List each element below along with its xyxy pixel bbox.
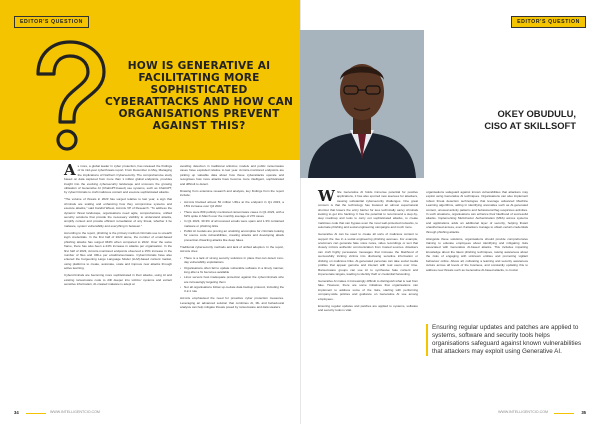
article-column-2 (180, 164, 284, 312)
footer-url[interactable]: WWW.INTELLIGENTCIO.COM (498, 410, 548, 414)
findings-list (180, 200, 284, 242)
dropcap: A (64, 161, 76, 179)
footer-accent-bar (554, 413, 574, 414)
list-item: • Public AI models are proving an unwitting accomplice for criminals looking for source code vulnerabilities, creating attacks and developing attack prevention-thwarting attacks like deep fakes (180, 229, 284, 242)
paragraph: organisations safeguard against known vulnerabilities that attackers may exploit using Generative AI techniques. Organisations can also implement robust threat detection technologies that leverage advanced Machine Learning algorithms, aiding in identifying anomalies such as AI-generated content, unusual activity patterns and behavioural flag suspicious activities. In such situations, organisations can enhance their likelihood of successful attacks. Implementing Multi-Factor Authentication (MFA) across systems and applications adds an additional layer of security, helping thwart unauthorised access, even if attackers manage to obtain certain credentials through phishing attacks. (426, 190, 528, 234)
footer-accent-bar (26, 413, 46, 414)
dropcap: W (318, 187, 335, 205)
paragraph: Generative AI makes it increasingly difficult to distinguish what is real from fake. However, there are some initiatives that organisations can implement to address some of the risks, starting with performing company-wide policies and guidance on Generative AI use among employees. (318, 278, 418, 301)
list-item: • In Q1 2023, 30.3% of all received emails were spam and 1.3% contained malware or phishing links (180, 219, 284, 228)
person-name: OKEY OBUDULU, (497, 108, 576, 119)
intro-paragraph (64, 161, 172, 195)
list-item: • Linux servers host inadequate protection against the cybercriminals who are increasingly targeting them (180, 275, 284, 284)
intro-text: hile Generative AI holds immense potential for positive applications, it has also spurred new avenues for attackers, causing substantial cybersecurity challenges. One great concern is that the technology has fostered an almost supernatural shortcut that lowers the entry barrier for less technically savvy criminals looking to get into hacking. It has the potential to recommend a step-by-step roadmap and tools to carry out sophisticated attacks, to create malicious code that can bypass even the most well-protected networks, to automate phishing and social engineering campaigns and much more. (318, 190, 418, 230)
section-tag: EDITOR'S QUESTION (14, 16, 89, 28)
portrait-figure (300, 30, 424, 178)
page-number: 35 (581, 410, 586, 415)
left-footer (14, 410, 286, 417)
paragraph: Acronis emphasised the need for proactive cyber protection measures. Leveraging an advanced solution that combines AI, ML and behavioural analysis can help mitigate threats posed by ransomware and data stealers. (180, 296, 284, 310)
paragraph: Drawing from extensive research and analysis, key findings from the report include: (180, 188, 284, 198)
article-column-3 (318, 187, 418, 315)
person-role: CISO AT SKILLSOFT (484, 120, 576, 131)
list-item: • There is a lack of strong security solutions in place that can detect zero-day vulnerability exploitations (180, 256, 284, 265)
paragraph: Traditional cybersecurity methods and lack of unified adoption. In the report, Acronis cites: (180, 244, 284, 254)
headline: HOW IS GENERATIVE AI FACILITATING MORE SOPHISTICATED CYBERATTACKS AND HOW CAN ORGANISATIONS PREVENT AGAINST THIS? (104, 60, 294, 132)
article-column-1 (64, 161, 172, 289)
paragraph: Ensuring regular updates and patches are applied to systems, software and security tools is vital. (318, 303, 418, 312)
paragraph: Alongside these solutions, organisations should provide comprehensive training to educate employees about identifying and mitigating risks associated with Generative AI-based attacks. This includes imparting knowledge about the latest phishing techniques, raising awareness about the risks of engaging with unknown entities and promoting vigilant behaviour online. Above all, cultivating a learning and security awareness culture across all levels of the business, and constantly updating this to address new threats such as Generative AI-based attacks, is crucial. (426, 236, 528, 272)
causes-list (180, 256, 284, 294)
pull-quote: Ensuring regular updates and patches are applied to systems, software and security tools helps organisations safeguard against known vulnerabilities that attackers may exploit using Generative AI. (426, 324, 586, 356)
list-item: • Organisations often fail to update vulnerable software in a timely manner, long after a fix becomes available (180, 266, 284, 275)
article-column-4 (426, 190, 528, 275)
paragraph: avoiding detection in traditional antivirus models and public ransomware cases have exploded relative to last year. Acronis-monitored endpoints are picking up valuable data about how these cyberattacks operate and recognises how more attacks have become more intelligent, sophisticated and difficult to detect. (180, 164, 284, 186)
footer-url[interactable]: WWW.INTELLIGENTCIO.COM (50, 410, 100, 414)
paragraph: "The volume of threats in 2023 has surged relative to last year, a sign that criminals are scaling and enhancing how they compromise systems and execute attacks," said Candid Wüest, Acronis VP of Research. "To address the dynamic threat landscape, organisations need agile, comprehensive, unified security solutions that provide the necessary visibility to understand attacks, simplify context and provide efficient remediation of any threat, whether it be malware, system vulnerability and everything in between." (64, 197, 172, 228)
intro-text: s more, a global leader in cyber protection, has released the findings of its mid-year cyberthreats report. From December to May, Managing the implications of Northern Cybersecurity. The comprehensive study based on data captured from more than 1 million global endpoints, provides insight into the evolving cybersecurity landscape and uncovers the growing utilisation of Generative AI (ChatGPT-based) use systems, such as ChatGPT, by cybercriminals to craft malicious content and execute sophisticated attacks. (64, 164, 172, 195)
intro-paragraph (318, 187, 418, 230)
paragraph: Cybercriminals are becoming more sophisticated in their attacks, using AI and existing ransomware code to drill deeper into victims' systems and extract sensitive information. AI-created malware is adept at (64, 273, 172, 286)
paragraph: Generative AI can be used to create all sorts of malicious content to support the rise in a social engineering phishing avenues. For example, scammers can generate fake voice notes, video recordings or text that closely mimics authentic communication from trusted sources. Attackers can craft highly persuasive messages that increase the likelihood of successfully tricking victims into disclosing sensitive information or clicking on malicious links. AI-generated personas can take social media profiles that appear genuine and interact with real users over time. Ransomware groups can use AI to synthesise fake content and impersonate targets, leading to identity theft or credential harvesting. (318, 232, 418, 276)
list-item: • Acronis blocked almost 50 million URLs at the endpoint in Q1 2023, a 15% increase over Q4 2022 (180, 200, 284, 209)
portrait-photo (300, 30, 424, 178)
page-number: 34 (14, 410, 19, 415)
question-mark-icon (24, 38, 114, 158)
list-item: • There were 809 publicly mentioned ransomware cases in Q1 2023, with a 62% spike in March over the monthly average of 270 cases (180, 210, 284, 219)
right-footer (314, 410, 586, 417)
list-item: • Not all organisations follow up-to-date data backup protocol, including the 3-2-1 rule (180, 285, 284, 294)
section-tag: EDITOR'S QUESTION (511, 16, 586, 28)
paragraph: According to the report, phishing is the primary method criminals use to unearth login credentials. In the first half of 2023 alone, the number of email-based phishing attacks has surged 464% when compared to 2022. Over the same frame, there has also been a 24% increase in attacks per organisation. In the first half of 2023, Acronis-monitored endpoints observed a 15% increase in the number of files and URLs per email/ransomware. Cybercriminals have also entered the burgeoning Large Language Model (LLM)-based content market, using platforms to create, automate, scale and improve new attacks through active learning. (64, 230, 172, 271)
